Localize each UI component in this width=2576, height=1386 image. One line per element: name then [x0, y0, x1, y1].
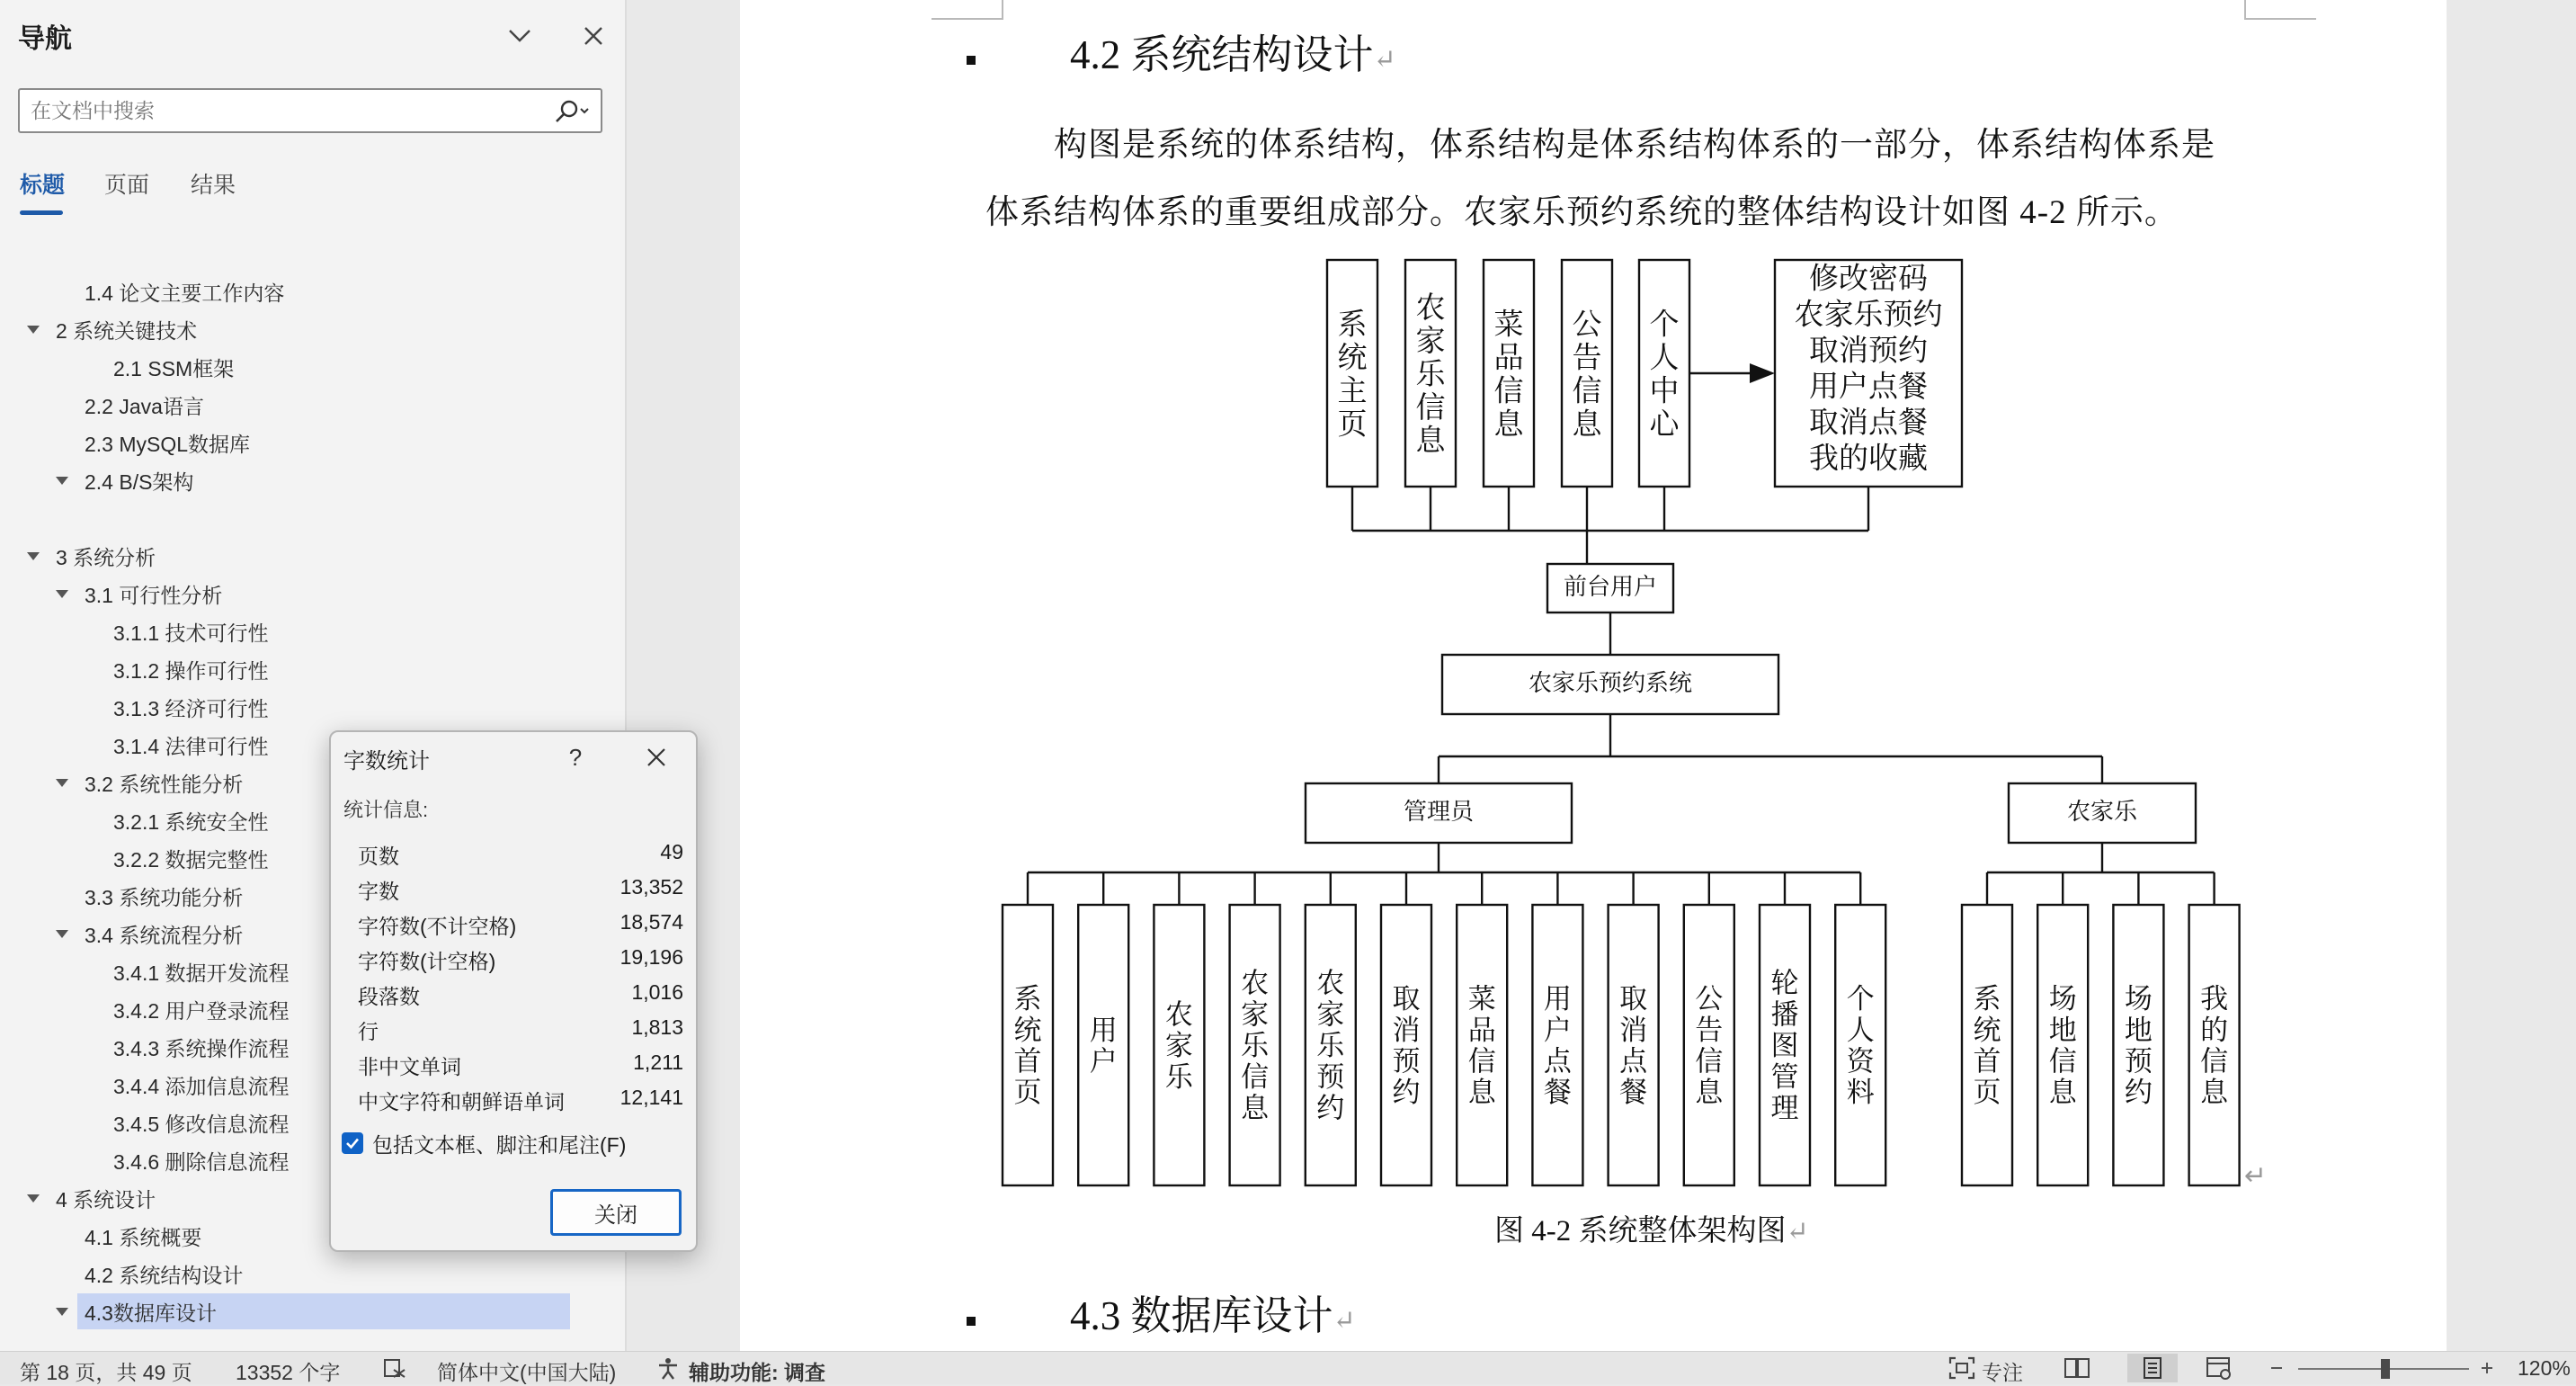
nav-heading-item[interactable]: 1.4 论文主要工作内容 [85, 281, 285, 305]
nav-heading-item[interactable]: 3.3 系统功能分析 [85, 885, 244, 909]
farm-module-label: 系统首页 [1973, 983, 2001, 1109]
statistic-label: 页数 [358, 845, 399, 868]
admin-module-label: 农家乐信息 [1241, 967, 1270, 1124]
language-indicator[interactable]: 简体中文(中国大陆) [437, 1361, 617, 1384]
admin-module-label: 农家乐 [1164, 998, 1193, 1093]
accessibility-icon [656, 1356, 680, 1380]
plus-icon [2480, 1361, 2494, 1375]
body-paragraph-line-1[interactable]: 构图是系统的体系结构，体系结构是体系结构体系的一部分，体系结构体系是 [1054, 127, 2215, 164]
proofing-icon [383, 1357, 406, 1379]
tab-headings[interactable]: 标题 [20, 173, 66, 198]
web-layout-button[interactable] [2201, 1354, 2237, 1382]
nav-heading-item[interactable]: 3 系统分析 [56, 545, 156, 569]
personal-center-item: 农家乐预约 [1794, 299, 1943, 332]
dialog-close-button[interactable]: 关闭 [550, 1189, 682, 1236]
front-user-label: 前台用户 [1563, 572, 1658, 600]
admin-module-label: 个人资料 [1846, 983, 1875, 1109]
front-module-label: 公告信息 [1572, 308, 1602, 442]
admin-module-label: 农家乐预约 [1316, 967, 1345, 1124]
checkbox-checked-icon [342, 1132, 363, 1154]
nav-heading-item[interactable]: 2.3 MySQL数据库 [85, 432, 251, 456]
expand-triangle-icon[interactable] [56, 1308, 68, 1316]
nav-heading-item[interactable]: 3.2.2 数据完整性 [113, 847, 269, 872]
zoom-in-button[interactable] [2474, 1354, 2500, 1382]
nav-heading-item[interactable]: 3.4.5 修改信息流程 [113, 1112, 290, 1136]
minus-icon [2269, 1361, 2284, 1375]
dialog-close-x-button[interactable] [637, 738, 676, 777]
nav-heading-item[interactable]: 3.4.3 系统操作流程 [113, 1036, 290, 1060]
nav-heading-item[interactable]: 2.1 SSM框架 [113, 356, 235, 380]
read-mode-button[interactable] [2061, 1354, 2093, 1382]
front-module-label: 菜品信息 [1493, 308, 1524, 442]
admin-module-label: 取消点餐 [1619, 983, 1648, 1109]
nav-heading-item[interactable]: 3.4.6 删除信息流程 [113, 1149, 290, 1174]
focus-mode-label[interactable]: 专注 [1982, 1361, 2023, 1384]
personal-center-item: 我的收藏 [1809, 443, 1928, 476]
word-count-dialog [329, 730, 698, 1252]
admin-label: 管理员 [1403, 797, 1475, 825]
nav-heading-item[interactable]: 4.1 系统概要 [85, 1225, 202, 1249]
nav-heading-item[interactable]: 4 系统设计 [56, 1187, 156, 1212]
personal-center-item: 用户点餐 [1809, 371, 1928, 404]
statistics-section-label: 统计信息: [343, 799, 429, 821]
dialog-title: 字数统计 [343, 749, 430, 773]
nav-heading-item[interactable]: 2.2 Java语言 [85, 394, 204, 418]
farm-module-label: 我的信息 [2200, 983, 2229, 1109]
body-paragraph-line-2[interactable]: 体系结构体系的重要组成部分。农家乐预约系统的整体结构设计如图 4-2 所示。 [985, 194, 2179, 231]
status-bar [0, 1351, 2576, 1384]
front-module-label: 农家乐信息 [1415, 291, 1446, 458]
accessibility-status[interactable]: 辅助功能: 调查 [689, 1361, 826, 1384]
statistic-label: 段落数 [358, 985, 420, 1008]
nav-title: 导航 [18, 24, 72, 54]
admin-module-label: 菜品信息 [1467, 983, 1496, 1109]
personal-center-item: 取消点餐 [1809, 407, 1928, 440]
personal-center-item: 修改密码 [1809, 263, 1928, 296]
focus-icon [1948, 1356, 1975, 1380]
close-icon [646, 747, 666, 767]
nav-heading-item[interactable]: 3.4.1 数据开发流程 [113, 961, 290, 985]
heading-bullet [967, 1317, 976, 1326]
web-layout-icon [2206, 1356, 2233, 1380]
zoom-level[interactable]: 120% [2518, 1356, 2571, 1380]
statistic-value: 19,196 [619, 945, 683, 969]
heading-4-3[interactable] [1070, 1283, 1356, 1341]
zoom-slider-thumb[interactable] [2381, 1359, 2390, 1379]
arrow-head [1750, 363, 1775, 383]
heading-4-3-text: 4.3 数据库设计 [1070, 1293, 1333, 1338]
farm-label: 农家乐 [2066, 797, 2138, 825]
personal-center-item: 取消预约 [1809, 335, 1928, 368]
word-count-indicator[interactable]: 13352 个字 [236, 1361, 341, 1384]
statistic-label: 字符数(计空格) [358, 950, 496, 973]
system-label: 农家乐预约系统 [1528, 668, 1693, 696]
statistic-label: 非中文单词 [358, 1055, 461, 1078]
nav-heading-item[interactable]: 3.1 可行性分析 [85, 583, 223, 607]
dialog-help-button[interactable] [556, 738, 595, 777]
nav-heading-item[interactable]: 2 系统关键技术 [56, 318, 198, 343]
admin-module-label: 用户 [1089, 1014, 1118, 1078]
page-indicator[interactable]: 第 18 页，共 49 页 [20, 1361, 192, 1384]
farm-module-label: 场地预约 [2124, 983, 2153, 1109]
statistic-value: 13,352 [619, 875, 683, 899]
nav-heading-item[interactable]: 3.1.2 操作可行性 [113, 658, 269, 683]
read-mode-icon [2063, 1357, 2090, 1379]
nav-heading-item[interactable]: 3.1.3 经济可行性 [113, 696, 269, 720]
print-layout-icon [2142, 1356, 2163, 1380]
admin-module-label: 系统首页 [1013, 983, 1042, 1109]
statistic-row [358, 940, 683, 974]
statistic-row [358, 870, 683, 904]
heading-4-2-text: 4.2 系统结构设计 [1070, 32, 1374, 77]
figure-caption-text: 图 4-2 系统整体架构图 [1494, 1215, 1787, 1247]
statistic-row [358, 1080, 683, 1114]
paragraph-mark: ↵ [1786, 1217, 1809, 1247]
statistic-label: 字数 [358, 880, 399, 903]
nav-heading-item[interactable]: 4.2 系统结构设计 [85, 1263, 244, 1287]
nav-heading-item[interactable]: 2.4 B/S架构 [85, 469, 194, 494]
front-module-label: 系统主页 [1337, 308, 1368, 442]
include-textboxes-label: 包括文本框、脚注和尾注(F) [372, 1132, 627, 1157]
accessibility-button[interactable] [655, 1354, 682, 1382]
statistic-row [358, 975, 683, 1009]
admin-module-label: 公告信息 [1695, 983, 1724, 1109]
admin-module-label: 轮播图管理 [1770, 967, 1799, 1124]
statistic-row [358, 905, 683, 939]
figure-caption[interactable] [1494, 1207, 1809, 1249]
farm-module-label: 场地信息 [2048, 983, 2077, 1109]
print-layout-button[interactable] [2127, 1354, 2178, 1382]
paragraph-mark: ↵ [1333, 1306, 1356, 1336]
nav-heading-item[interactable]: 3.2.1 系统安全性 [113, 809, 269, 834]
admin-module-label: 用户点餐 [1543, 983, 1572, 1109]
nav-heading-item[interactable]: 3.1.4 法律可行性 [113, 734, 269, 758]
nav-heading-item[interactable]: 3.1.1 技术可行性 [113, 621, 269, 645]
include-textboxes-checkbox[interactable] [342, 1128, 626, 1158]
nav-heading-item[interactable]: 3.4 系统流程分析 [85, 923, 244, 947]
paragraph-mark: ↵ [1373, 45, 1396, 75]
statistic-row [358, 1045, 683, 1079]
statistic-row [358, 835, 683, 869]
focus-mode-button[interactable] [1946, 1354, 1978, 1382]
proofing-button[interactable] [381, 1354, 408, 1382]
statistic-value: 12,141 [619, 1086, 683, 1109]
admin-module-label: 取消预约 [1392, 983, 1421, 1109]
tab-results[interactable]: 结果 [191, 173, 236, 198]
nav-heading-item[interactable]: 3.4.2 用户登录流程 [113, 998, 290, 1023]
nav-heading-item[interactable]: 3.4.4 添加信息流程 [113, 1074, 290, 1098]
nav-heading-item[interactable]: 4.3数据库设计 [85, 1301, 217, 1325]
statistic-label: 中文字符和朝鲜语单词 [358, 1090, 565, 1113]
nav-heading-item[interactable]: 3.2 系统性能分析 [85, 772, 244, 796]
statistic-value: 49 [660, 840, 683, 863]
statistic-value: 1,813 [631, 1015, 683, 1039]
statistic-value: 1,016 [631, 980, 683, 1004]
front-module-label: 个人中心 [1649, 308, 1680, 442]
statistic-label: 行 [358, 1020, 379, 1043]
statistic-value: 18,574 [619, 910, 683, 934]
statistic-value: 1,211 [633, 1051, 683, 1074]
statistic-label: 字符数(不计空格) [358, 915, 517, 938]
figure-paragraph-mark: ↵ [2244, 1161, 2268, 1191]
help-icon: ? [568, 743, 583, 771]
statistic-row [358, 1010, 683, 1044]
zoom-out-button[interactable] [2264, 1354, 2289, 1382]
tab-pages[interactable]: 页面 [104, 173, 150, 198]
